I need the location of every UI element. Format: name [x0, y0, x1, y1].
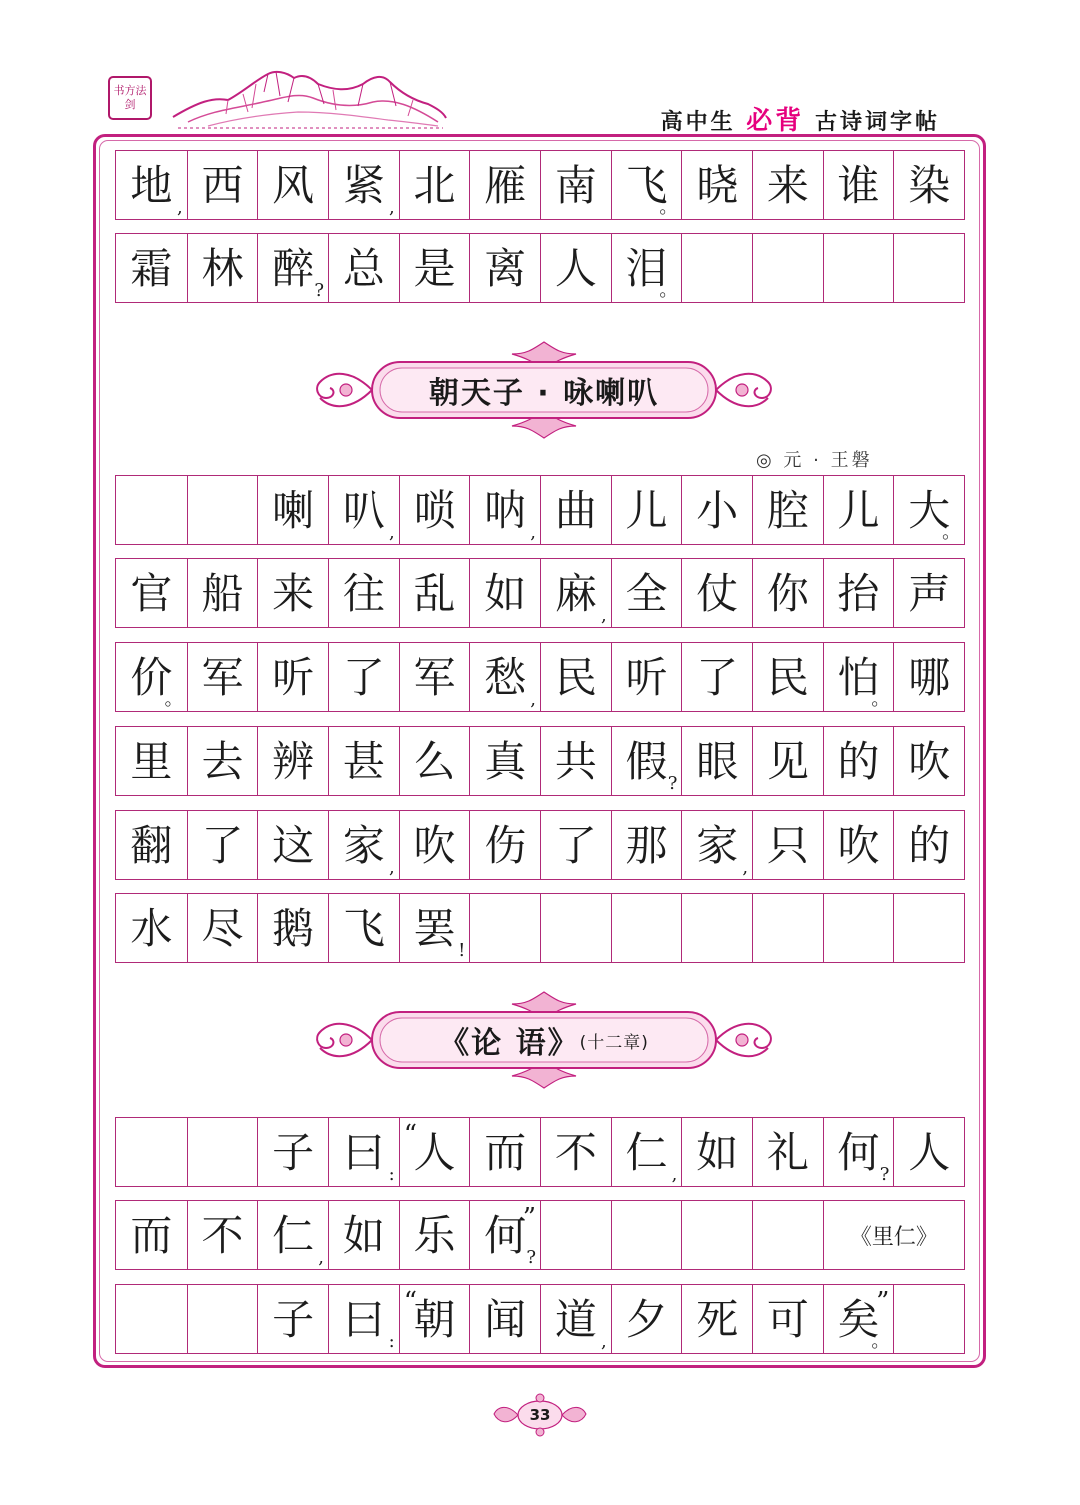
character: 醉 [272, 244, 315, 293]
character: 小 [696, 486, 739, 535]
character: 飞 [342, 904, 385, 953]
page-header [0, 0, 1080, 135]
character: 真 [484, 737, 527, 786]
grid-cell-empty [611, 894, 682, 962]
grid-cell [681, 811, 752, 879]
grid-cell [540, 476, 611, 544]
grid-cell [328, 643, 399, 711]
punctuation: , [388, 197, 395, 218]
character: 何 [484, 1211, 527, 1260]
open-quote: “ [403, 1120, 417, 1150]
grid-cell [257, 1201, 328, 1269]
grid-cell [328, 1118, 399, 1186]
grid-cell-empty [681, 1201, 752, 1269]
grid-cell [187, 151, 258, 219]
grid-row [115, 558, 965, 628]
character: 矣 [837, 1295, 880, 1344]
grid-cell-empty [893, 234, 964, 302]
grid-cell [399, 559, 470, 627]
grid-cell [257, 1285, 328, 1353]
character: 可 [766, 1295, 809, 1344]
character: 林 [201, 244, 244, 293]
book-title-post: 古诗词字帖 [814, 110, 940, 135]
character: 民 [766, 653, 809, 702]
character: 地 [130, 161, 173, 210]
character: 闻 [484, 1295, 527, 1344]
chapter-reference: 《里仁》 [823, 1201, 964, 1269]
grid-cell [611, 1118, 682, 1186]
grid-cell [681, 151, 752, 219]
grid-cell [893, 643, 964, 711]
grid-cell [752, 643, 823, 711]
punctuation: 。 [871, 1331, 890, 1352]
character: 了 [201, 821, 244, 870]
grid-cell [540, 151, 611, 219]
character: 不 [554, 1128, 597, 1177]
grid-row [115, 893, 965, 963]
character: 听 [272, 653, 315, 702]
grid-cell [611, 643, 682, 711]
character: 甚 [342, 737, 385, 786]
grid-cell [257, 151, 328, 219]
punctuation: , [388, 857, 395, 878]
punctuation: , [530, 522, 537, 543]
character: 腔 [766, 486, 809, 535]
character: 人 [413, 1128, 456, 1177]
calligraphy-seal: 书方法剑 [108, 76, 152, 120]
grid-row [115, 726, 965, 796]
character: 那 [625, 821, 668, 870]
grid-cell-empty [116, 476, 187, 544]
grid-cell [399, 234, 470, 302]
character: 民 [554, 653, 597, 702]
character: 雁 [484, 161, 527, 210]
character: 假 [625, 737, 668, 786]
character: 去 [201, 737, 244, 786]
book-title [661, 100, 940, 137]
grid-cell [116, 727, 187, 795]
punctuation: 。 [164, 689, 183, 710]
grid-cell [469, 727, 540, 795]
character: 子 [272, 1128, 315, 1177]
grid-cell [540, 559, 611, 627]
grid-cell [469, 643, 540, 711]
character: 礼 [766, 1128, 809, 1177]
grid-cell [469, 151, 540, 219]
grid-cell [116, 151, 187, 219]
grid-cell [823, 643, 894, 711]
grid-cell [823, 1118, 894, 1186]
grid-cell [469, 476, 540, 544]
grid-cell-empty [823, 894, 894, 962]
book-title-pre: 高中生 [660, 110, 736, 135]
grid-cell-empty [187, 476, 258, 544]
character: 如 [696, 1128, 739, 1177]
grid-cell [540, 811, 611, 879]
grid-cell [893, 811, 964, 879]
grid-row [115, 642, 965, 712]
grid-cell-empty [611, 1201, 682, 1269]
character: 声 [908, 569, 951, 618]
character: 不 [201, 1211, 244, 1260]
grid-cell [823, 476, 894, 544]
grid-cell [681, 559, 752, 627]
character: 唢 [413, 486, 456, 535]
character: 吹 [837, 821, 880, 870]
grid-cell [328, 476, 399, 544]
grid-cell [257, 811, 328, 879]
character: 而 [484, 1128, 527, 1177]
grid-cell-empty [893, 1285, 964, 1353]
character: 谁 [837, 161, 880, 210]
character: 子 [272, 1295, 315, 1344]
mountain-illustration [168, 62, 448, 132]
character: 曰 [342, 1128, 385, 1177]
close-quote: ” [876, 1287, 890, 1317]
character: 飞 [625, 161, 668, 210]
grid-cell [257, 1118, 328, 1186]
grid-cell [540, 1118, 611, 1186]
character: 北 [413, 161, 456, 210]
character: 辨 [272, 737, 315, 786]
grid-cell [187, 643, 258, 711]
grid-cell [399, 811, 470, 879]
character: 的 [908, 821, 951, 870]
grid-cell [893, 1118, 964, 1186]
character: 军 [201, 653, 244, 702]
grid-cell-empty [187, 1285, 258, 1353]
character: 水 [130, 904, 173, 953]
grid-row [115, 1200, 965, 1270]
grid-cell [611, 727, 682, 795]
grid-row [115, 1284, 965, 1354]
character: 风 [272, 161, 315, 210]
grid-cell [681, 643, 752, 711]
character: 翻 [130, 821, 173, 870]
character: 仗 [696, 569, 739, 618]
character: 吹 [413, 821, 456, 870]
punctuation: , [530, 689, 537, 710]
character: 儿 [837, 486, 880, 535]
character: 人 [908, 1128, 951, 1177]
grid-cell [469, 1118, 540, 1186]
character: 了 [342, 653, 385, 702]
character: 儿 [625, 486, 668, 535]
section-banner-chaotianzi [312, 340, 776, 440]
punctuation: : [388, 1331, 395, 1352]
section-title: 朝天子 · 咏喇叭 [428, 376, 660, 411]
grid-cell [823, 811, 894, 879]
character: 曲 [554, 486, 597, 535]
character: 呐 [484, 486, 527, 535]
character: 军 [413, 653, 456, 702]
grid-cell [399, 1118, 470, 1186]
character: 叭 [342, 486, 385, 535]
grid-cell [187, 727, 258, 795]
grid-cell [116, 234, 187, 302]
character: 怕 [837, 653, 880, 702]
character: 听 [625, 653, 668, 702]
grid-cell [752, 1285, 823, 1353]
character: 共 [554, 737, 597, 786]
character: 乐 [413, 1211, 456, 1260]
grid-cell [823, 559, 894, 627]
section-title [312, 990, 776, 1090]
grid-cell-empty [752, 234, 823, 302]
grid-cell [611, 234, 682, 302]
grid-cell [681, 1118, 752, 1186]
character: 朝 [413, 1295, 456, 1344]
character: 人 [554, 244, 597, 293]
character: 官 [130, 569, 173, 618]
character: 愁 [484, 653, 527, 702]
character: 何 [837, 1128, 880, 1177]
character: 麻 [554, 569, 597, 618]
punctuation: 。 [659, 197, 678, 218]
character: 泪 [625, 244, 668, 293]
grid-cell [893, 476, 964, 544]
character: 如 [484, 569, 527, 618]
character: 家 [342, 821, 385, 870]
grid-cell [752, 811, 823, 879]
grid-cell [893, 727, 964, 795]
character: 鹅 [272, 904, 315, 953]
grid-row [115, 475, 965, 545]
character: 是 [413, 244, 456, 293]
character: 染 [908, 161, 951, 210]
grid-cell [752, 559, 823, 627]
punctuation: ? [526, 1247, 537, 1268]
character: 吹 [908, 737, 951, 786]
punctuation: , [318, 1247, 325, 1268]
grid-cell [257, 643, 328, 711]
grid-cell [893, 559, 964, 627]
character: 晓 [696, 161, 739, 210]
page-number: 33 [529, 1406, 551, 1424]
character: 乱 [413, 569, 456, 618]
grid-row [115, 1117, 965, 1187]
grid-cell [469, 1285, 540, 1353]
grid-cell [399, 1285, 470, 1353]
character: 如 [342, 1211, 385, 1260]
grid-cell [399, 643, 470, 711]
grid-cell [328, 727, 399, 795]
grid-cell-empty [540, 894, 611, 962]
grid-cell [611, 476, 682, 544]
grid-cell [752, 727, 823, 795]
grid-cell [328, 151, 399, 219]
grid-cell-empty [681, 234, 752, 302]
grid-cell [257, 727, 328, 795]
character: 家 [696, 821, 739, 870]
character: 霜 [130, 244, 173, 293]
grid-row [115, 810, 965, 880]
punctuation: 。 [942, 522, 961, 543]
grid-cell [328, 894, 399, 962]
character: 了 [554, 821, 597, 870]
grid-cell [611, 559, 682, 627]
punctuation: : [388, 1164, 395, 1185]
character: 只 [766, 821, 809, 870]
character: 道 [554, 1295, 597, 1344]
punctuation: , [671, 1164, 678, 1185]
grid-cell [116, 811, 187, 879]
grid-cell [116, 1201, 187, 1269]
grid-cell [540, 1285, 611, 1353]
grid-cell-empty [752, 1201, 823, 1269]
character: 见 [766, 737, 809, 786]
character: 喇 [272, 486, 315, 535]
character: 离 [484, 244, 527, 293]
grid-cell [116, 643, 187, 711]
grid-cell-empty [752, 894, 823, 962]
grid-cell [823, 1285, 894, 1353]
punctuation: ! [458, 940, 466, 961]
grid-cell-empty [116, 1285, 187, 1353]
punctuation: ? [879, 1164, 890, 1185]
grid-cell [257, 894, 328, 962]
character: 而 [130, 1211, 173, 1260]
grid-cell [399, 1201, 470, 1269]
punctuation: 。 [659, 280, 678, 301]
punctuation: 。 [871, 689, 890, 710]
character: 仁 [625, 1128, 668, 1177]
grid-row [115, 233, 965, 303]
grid-cell [611, 151, 682, 219]
grid-cell [399, 476, 470, 544]
grid-cell [187, 559, 258, 627]
grid-cell [681, 1285, 752, 1353]
grid-cell [823, 151, 894, 219]
punctuation: , [600, 605, 607, 626]
close-quote: ” [522, 1203, 537, 1233]
character: 死 [696, 1295, 739, 1344]
grid-cell [328, 559, 399, 627]
book-title-accent: 必背 [746, 106, 805, 136]
poem-author: ◎ 元 · 王磐 [756, 450, 873, 471]
character: 的 [837, 737, 880, 786]
character: 来 [766, 161, 809, 210]
grid-row [115, 150, 965, 220]
grid-cell [187, 234, 258, 302]
grid-cell-empty [187, 1118, 258, 1186]
grid-cell [116, 559, 187, 627]
grid-cell [257, 476, 328, 544]
grid-cell-empty [681, 894, 752, 962]
grid-cell [116, 894, 187, 962]
grid-cell [469, 559, 540, 627]
character: 尽 [201, 904, 244, 953]
punctuation: , [600, 1331, 607, 1352]
character: 价 [130, 653, 173, 702]
grid-cell [469, 234, 540, 302]
character: 曰 [342, 1295, 385, 1344]
punctuation: , [742, 857, 749, 878]
character: 么 [413, 737, 456, 786]
character: 往 [342, 569, 385, 618]
grid-cell [752, 476, 823, 544]
grid-cell [611, 1285, 682, 1353]
punctuation: , [388, 522, 395, 543]
grid-cell [681, 476, 752, 544]
grid-cell [328, 1285, 399, 1353]
grid-cell [893, 151, 964, 219]
grid-cell [399, 894, 470, 962]
character: 西 [201, 161, 244, 210]
character: 南 [554, 161, 597, 210]
character: 抬 [837, 569, 880, 618]
section-banner-lunyu [312, 990, 776, 1090]
grid-cell [399, 727, 470, 795]
grid-cell [187, 811, 258, 879]
character: 这 [272, 821, 315, 870]
grid-cell [540, 643, 611, 711]
grid-cell [681, 727, 752, 795]
grid-cell-empty [540, 1201, 611, 1269]
grid-cell [257, 559, 328, 627]
grid-cell [823, 727, 894, 795]
character: 船 [201, 569, 244, 618]
grid-cell-empty [893, 894, 964, 962]
grid-cell [469, 1201, 540, 1269]
grid-cell [399, 151, 470, 219]
grid-cell [328, 811, 399, 879]
grid-cell [328, 1201, 399, 1269]
character: 仁 [272, 1211, 315, 1260]
character: 了 [696, 653, 739, 702]
grid-cell [752, 151, 823, 219]
punctuation: , [176, 197, 183, 218]
section-title-main: 《论 语》 [439, 1026, 580, 1061]
character: 总 [342, 244, 385, 293]
grid-cell [187, 894, 258, 962]
grid-cell [328, 234, 399, 302]
character: 哪 [908, 653, 951, 702]
character: 伤 [484, 821, 527, 870]
section-title-sub: (十二章) [579, 1032, 649, 1053]
open-quote: “ [403, 1287, 417, 1317]
punctuation: ? [667, 773, 678, 794]
page-number-badge [490, 1392, 590, 1438]
grid-cell [187, 1201, 258, 1269]
character: 紧 [342, 161, 385, 210]
character: 你 [766, 569, 809, 618]
grid-cell [611, 811, 682, 879]
grid-cell [540, 727, 611, 795]
character: 全 [625, 569, 668, 618]
punctuation: ? [314, 280, 325, 301]
character: 眼 [696, 737, 739, 786]
character: 大 [908, 486, 951, 535]
grid-cell-empty [469, 894, 540, 962]
character: 夕 [625, 1295, 668, 1344]
grid-cell-empty [116, 1118, 187, 1186]
grid-cell-empty [823, 234, 894, 302]
character: 来 [272, 569, 315, 618]
grid-cell [540, 234, 611, 302]
character: 罢 [413, 904, 456, 953]
grid-cell [469, 811, 540, 879]
grid-cell [257, 234, 328, 302]
grid-cell [752, 1118, 823, 1186]
character: 里 [130, 737, 173, 786]
